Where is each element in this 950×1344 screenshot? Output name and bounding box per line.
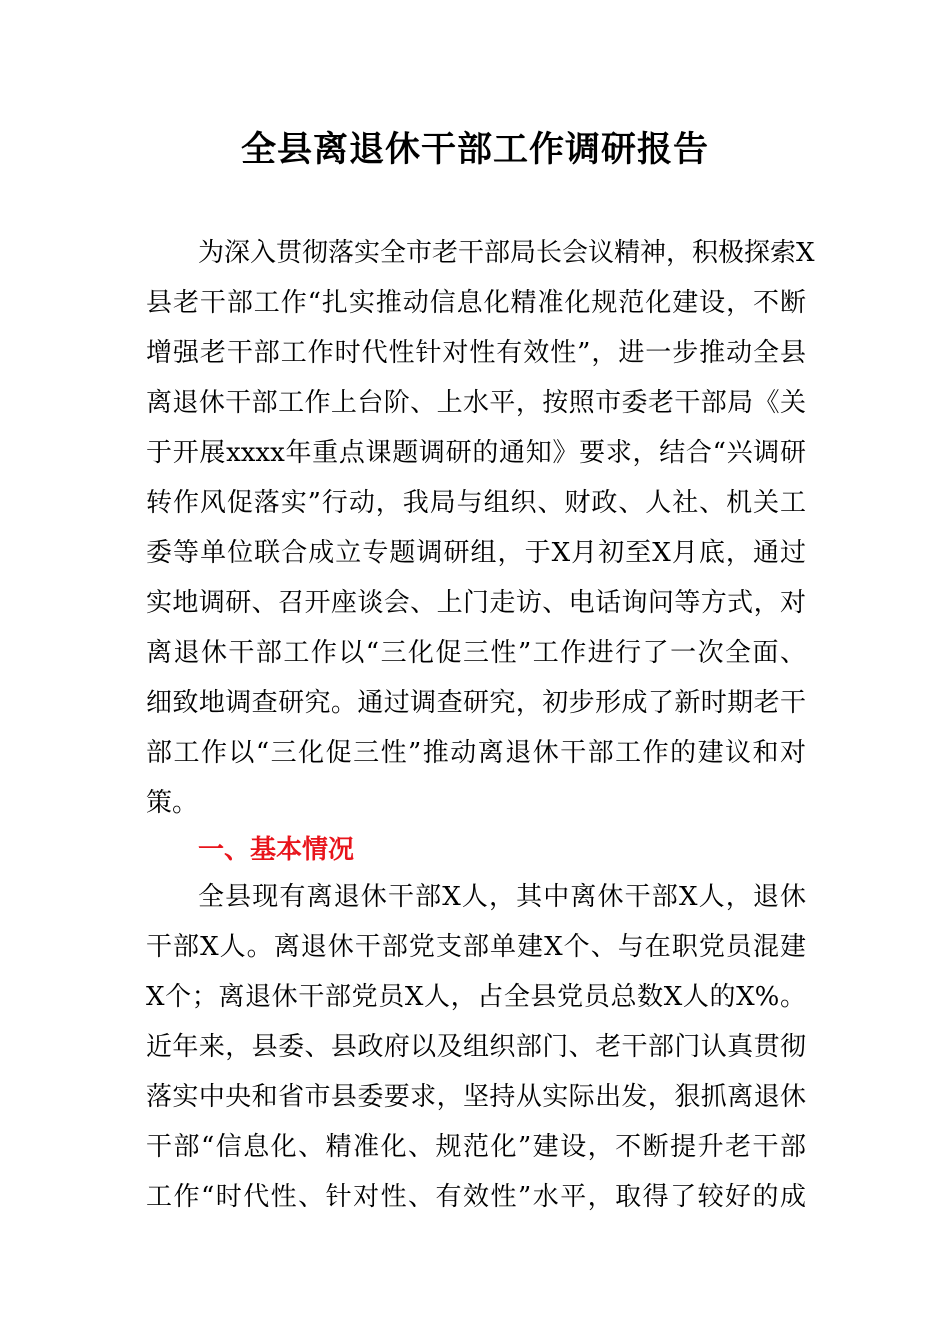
intro-line: 策。	[146, 788, 199, 818]
section-line: X个；离退休干部党员X人，占全县党员总数X人的X%。	[146, 982, 806, 1012]
intro-line: 离退休干部工作以“三化促三性”工作进行了一次全面、	[146, 638, 806, 668]
section-line: 全县现有离退休干部X人，其中离休干部X人，退休	[198, 882, 806, 912]
intro-line: 增强老干部工作时代性针对性有效性”，进一步推动全县	[146, 338, 806, 368]
section-line: 落实中央和省市县委要求，坚持从实际出发，狠抓离退休	[146, 1082, 806, 1112]
intro-line: 委等单位联合成立专题调研组，于X月初至X月底，通过	[146, 538, 806, 568]
intro-line: 实地调研、召开座谈会、上门走访、电话询问等方式，对	[146, 588, 806, 618]
intro-line: 部工作以“三化促三性”推动离退休干部工作的建议和对	[146, 738, 806, 768]
intro-line: 转作风促落实”行动，我局与组织、财政、人社、机关工	[146, 488, 806, 518]
intro-line: 细致地调查研究。通过调查研究，初步形成了新时期老干	[146, 688, 806, 718]
section-line: 工作“时代性、针对性、有效性”水平，取得了较好的成	[146, 1182, 806, 1212]
section-line: 干部“信息化、精准化、规范化”建设，不断提升老干部	[146, 1132, 806, 1162]
intro-line: 于开展xxxx年重点课题调研的通知》要求，结合“兴调研	[146, 438, 806, 468]
section-line: 干部X人。离退休干部党支部单建X个、与在职党员混建	[146, 932, 806, 962]
intro-line: 离退休干部工作上台阶、上水平，按照市委老干部局《关	[146, 388, 806, 418]
document-title: 全县离退休干部工作调研报告	[240, 129, 709, 170]
section-heading: 一、基本情况	[198, 835, 355, 865]
intro-line: 为深入贯彻落实全市老干部局长会议精神，积极探索X	[198, 238, 815, 268]
intro-line: 县老干部工作“扎实推动信息化精准化规范化建设，不断	[146, 288, 806, 318]
section-line: 近年来，县委、县政府以及组织部门、老干部门认真贯彻	[146, 1032, 806, 1062]
